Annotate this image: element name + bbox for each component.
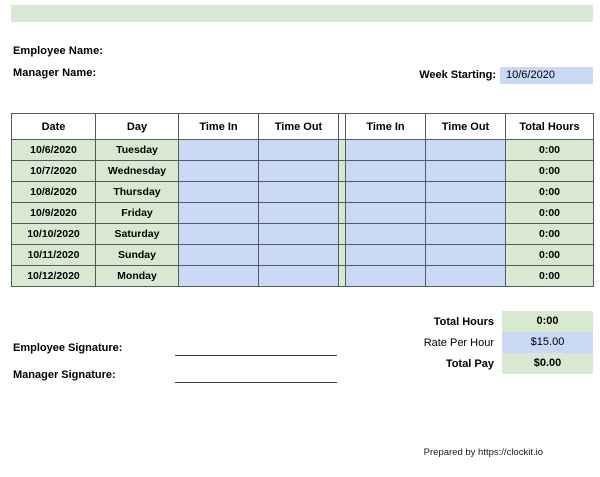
column-header-time-out-1: Time Out xyxy=(259,114,339,140)
table-row xyxy=(12,182,594,203)
cell-date: 10/10/2020 xyxy=(12,224,96,245)
total-hours-value: 0:00 xyxy=(502,311,593,332)
cell-total-hours: 0:00 xyxy=(506,224,594,245)
cell-separator xyxy=(339,245,346,266)
cell-total-hours: 0:00 xyxy=(506,161,594,182)
timesheet-table xyxy=(11,113,594,287)
cell-day: Thursday xyxy=(96,182,179,203)
employee-name-label: Employee Name: xyxy=(13,45,104,57)
week-starting-input[interactable]: 10/6/2020 xyxy=(500,67,593,84)
table-row xyxy=(12,140,594,161)
column-header-time-out-2: Time Out xyxy=(426,114,506,140)
cell-time-in-2[interactable] xyxy=(346,161,426,182)
cell-time-out-2[interactable] xyxy=(426,266,506,287)
cell-separator xyxy=(339,203,346,224)
cell-time-out-2[interactable] xyxy=(426,224,506,245)
cell-date: 10/8/2020 xyxy=(12,182,96,203)
cell-total-hours: 0:00 xyxy=(506,203,594,224)
cell-time-out-1[interactable] xyxy=(259,224,339,245)
cell-time-in-1[interactable] xyxy=(179,140,259,161)
cell-time-in-2[interactable] xyxy=(346,140,426,161)
rate-per-hour-label: Rate Per Hour xyxy=(423,336,494,349)
table-row xyxy=(12,266,594,287)
summary-row-rate-per-hour xyxy=(413,332,593,353)
cell-day: Tuesday xyxy=(96,140,179,161)
summary-row-total-pay xyxy=(413,353,593,374)
cell-total-hours: 0:00 xyxy=(506,245,594,266)
table-row xyxy=(12,245,594,266)
cell-day: Monday xyxy=(96,266,179,287)
header-banner xyxy=(11,5,593,22)
cell-time-out-2[interactable] xyxy=(426,182,506,203)
cell-day: Saturday xyxy=(96,224,179,245)
column-header-time-in-2: Time In xyxy=(346,114,426,140)
table-row xyxy=(12,224,594,245)
cell-time-out-2[interactable] xyxy=(426,245,506,266)
cell-time-out-2[interactable] xyxy=(426,140,506,161)
cell-time-out-2[interactable] xyxy=(426,203,506,224)
total-pay-value: $0.00 xyxy=(502,353,593,374)
cell-separator xyxy=(339,182,346,203)
cell-date: 10/9/2020 xyxy=(12,203,96,224)
cell-date: 10/6/2020 xyxy=(12,140,96,161)
cell-time-in-1[interactable] xyxy=(179,161,259,182)
cell-day: Wednesday xyxy=(96,161,179,182)
cell-day: Sunday xyxy=(96,245,179,266)
manager-signature-line[interactable] xyxy=(175,382,337,383)
cell-time-in-1[interactable] xyxy=(179,266,259,287)
cell-time-in-1[interactable] xyxy=(179,203,259,224)
cell-total-hours: 0:00 xyxy=(506,140,594,161)
cell-total-hours: 0:00 xyxy=(506,266,594,287)
rate-per-hour-input[interactable]: $15.00 xyxy=(502,332,593,353)
employee-signature-label: Employee Signature: xyxy=(13,342,123,354)
cell-time-out-1[interactable] xyxy=(259,203,339,224)
cell-separator xyxy=(339,266,346,287)
cell-date: 10/12/2020 xyxy=(12,266,96,287)
cell-separator xyxy=(339,161,346,182)
total-hours-label: Total Hours xyxy=(433,315,494,328)
column-header-date: Date xyxy=(12,114,96,140)
cell-separator xyxy=(339,224,346,245)
cell-time-in-2[interactable] xyxy=(346,224,426,245)
cell-time-in-1[interactable] xyxy=(179,182,259,203)
cell-time-in-2[interactable] xyxy=(346,203,426,224)
cell-total-hours: 0:00 xyxy=(506,182,594,203)
table-row xyxy=(12,203,594,224)
manager-name-label: Manager Name: xyxy=(13,67,97,79)
cell-time-out-1[interactable] xyxy=(259,245,339,266)
prepared-by-footer: Prepared by https://clockit.io xyxy=(423,447,543,458)
cell-time-out-1[interactable] xyxy=(259,161,339,182)
summary-row-total-hours xyxy=(413,311,593,332)
total-pay-label: Total Pay xyxy=(445,357,494,370)
cell-separator xyxy=(339,140,346,161)
employee-signature-line[interactable] xyxy=(175,355,337,356)
cell-date: 10/11/2020 xyxy=(12,245,96,266)
manager-signature-label: Manager Signature: xyxy=(13,369,116,381)
cell-time-in-1[interactable] xyxy=(179,224,259,245)
table-row xyxy=(12,161,594,182)
cell-time-out-1[interactable] xyxy=(259,140,339,161)
cell-date: 10/7/2020 xyxy=(12,161,96,182)
column-separator xyxy=(339,114,346,140)
cell-time-in-2[interactable] xyxy=(346,266,426,287)
week-starting-label: Week Starting: xyxy=(419,69,496,81)
week-starting-group xyxy=(419,67,593,84)
cell-time-out-1[interactable] xyxy=(259,182,339,203)
table-header-row xyxy=(12,114,594,140)
cell-day: Friday xyxy=(96,203,179,224)
cell-time-out-1[interactable] xyxy=(259,266,339,287)
column-header-day: Day xyxy=(96,114,179,140)
column-header-time-in-1: Time In xyxy=(179,114,259,140)
column-header-total-hours: Total Hours xyxy=(506,114,594,140)
cell-time-in-2[interactable] xyxy=(346,182,426,203)
cell-time-in-2[interactable] xyxy=(346,245,426,266)
cell-time-out-2[interactable] xyxy=(426,161,506,182)
cell-time-in-1[interactable] xyxy=(179,245,259,266)
